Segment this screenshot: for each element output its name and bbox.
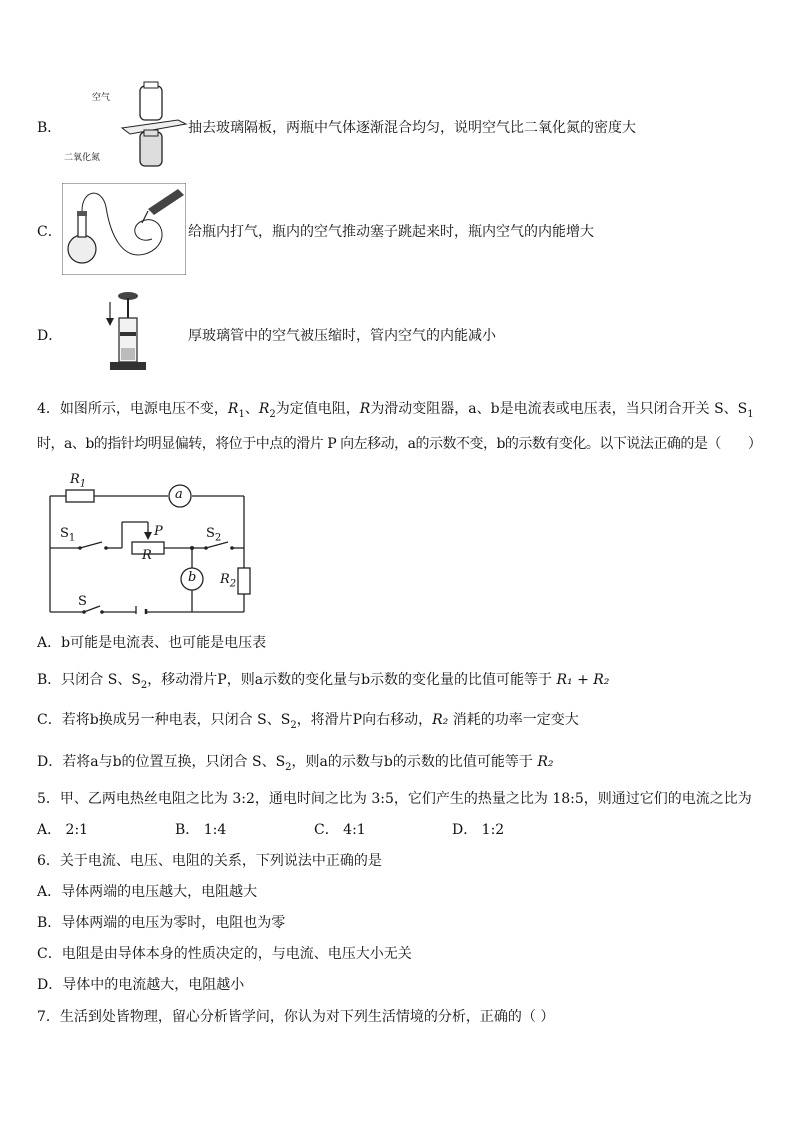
circuit-r2-label: $R_2$ <box>220 572 237 590</box>
q6-option-a: A．导体两端的电压越大，电阻越大 <box>37 884 258 900</box>
q5-option-b: B． 1:4 <box>175 822 227 838</box>
circuit-p-label: P <box>154 524 163 539</box>
option-d-text: 厚玻璃管中的空气被压缩时，管内空气的内能减小 <box>188 328 496 344</box>
q6-stem: 6．关于电流、电压、电阻的关系，下列说法中正确的是 <box>37 853 382 869</box>
q4-option-d: D．若将a与b的位置互换，只闭合 S、$S_2$，则a的示数与b的示数的比值可能等于 R₂ <box>37 754 554 773</box>
option-c-text: 给瓶内打气，瓶内的空气推动塞子跳起来时，瓶内空气的内能增大 <box>188 224 594 240</box>
q6-option-b: B．导体两端的电压为零时，电阻也为零 <box>37 915 286 931</box>
option-d-letter: D． <box>37 328 63 344</box>
circuit-b-label: b <box>188 570 197 585</box>
option-b-text: 抽去玻璃隔板，两瓶中气体逐渐混合均匀，说明空气比二氧化氮的密度大 <box>188 120 636 136</box>
circuit-s-label: S <box>78 594 87 609</box>
q7-stem: 7．生活到处皆物理，留心分析皆学问，你认为对下列生活情境的分析，正确的（ ） <box>37 1009 555 1025</box>
q4-option-b: B．只闭合 S、$S_2$，移动滑片P，则a示数的变化量与b示数的变化量的比值可能等于 R₁ + R₂ <box>37 672 610 691</box>
q5-option-a: A． 2:1 <box>37 822 89 838</box>
q4-stem-line1: 4．如图所示，电源电压不变，$R_1$、$R_2$为定值电阻，R为滑动变阻器，a、b是电流表或电压表，当只闭合开关 S、$S_1$ <box>37 401 754 420</box>
q4-option-c: C．若将b换成另一种电表，只闭合 S、$S_2$，将滑片P向右移动，R₂ 消耗的功率一定变大 <box>37 712 579 731</box>
circuit-s1-label: $S_1$ <box>60 526 76 544</box>
q5-option-c: C． 4:1 <box>314 822 366 838</box>
q5-stem: 5．甲、乙两电热丝电阻之比为 3:2，通电时间之比为 3:5，它们产生的热量之比为 18:5，则通过它们的电流之比为 <box>37 791 752 807</box>
circuit-s2-label: $S_2$ <box>206 526 222 544</box>
q4-stem-line2: 时，a、b的指针均明显偏转，将位于中点的滑片 P 向左移动，a的示数不变，b的示数有变化。以下说法正确的是（ ） <box>37 436 762 452</box>
circuit-r1-label: $R_1$ <box>70 472 87 490</box>
q6-option-c: C．电阻是由导体本身的性质决定的，与电流、电压大小无关 <box>37 946 412 962</box>
q6-option-d: D．导体中的电流越大，电阻越小 <box>37 977 245 993</box>
flask-pump-figure <box>62 183 186 275</box>
q4-option-a: A．b可能是电流表、也可能是电压表 <box>37 635 267 651</box>
no2-label: 二氧化氮 <box>64 153 101 163</box>
option-b-letter: B． <box>37 120 62 136</box>
option-c-letter: C． <box>37 224 62 240</box>
circuit-a-label: a <box>175 487 183 502</box>
circuit-r-label: R <box>142 548 152 563</box>
air-label: 空气 <box>92 93 111 103</box>
q5-option-d: D． 1:2 <box>452 822 505 838</box>
compression-tube-figure <box>100 288 150 374</box>
